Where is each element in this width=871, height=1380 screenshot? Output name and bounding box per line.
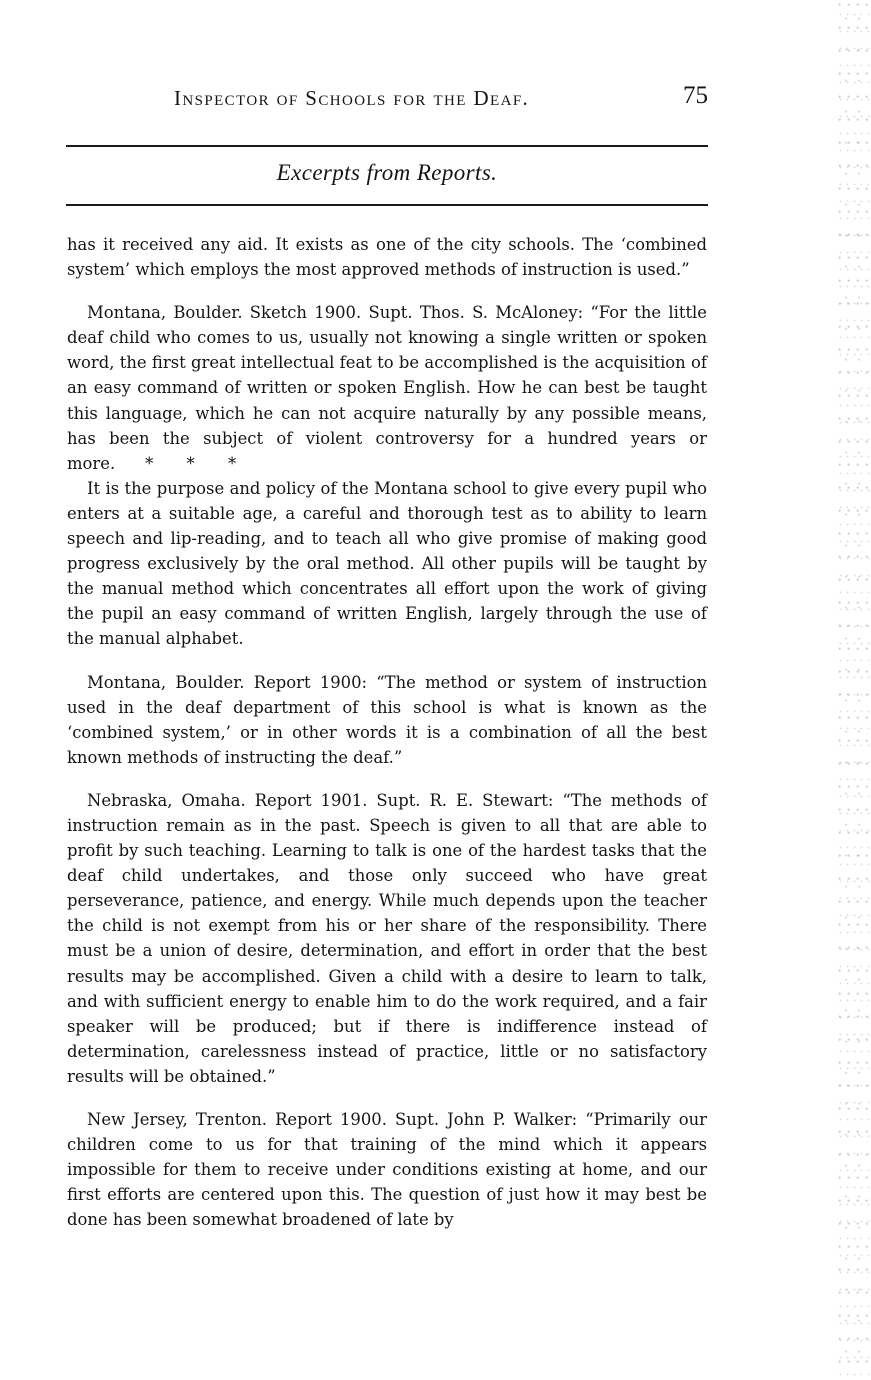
page-number: 75 <box>683 82 708 109</box>
running-head <box>66 82 708 118</box>
paragraph-montana-sketch <box>67 300 707 476</box>
paragraph-montana-sketch-text: Montana, Boulder. Sketch 1900. Supt. Thos. S. McAloney: “For the little deaf child who comes to us, usually not knowing a single written or spoken word, the first great intellectual feat to be accomplished is the acquisition of an easy command of written or spoken English. How he can best be taught this language, which he can not acquire naturally by any possible means, has been the subject of violent controversy for a hundred years or more. <box>67 303 707 473</box>
paragraph-montana-report: Montana, Boulder. Report 1900: “The method or system of instruction used in the deaf department of this school is what is known as the ‘combined system,’ or in other words it is a combination of all the best known methods of instructing the deaf.” <box>67 672 707 767</box>
section-rule <box>66 204 708 206</box>
paragraph-continuation: has it received any aid. It exists as one of the city schools. The ‘combined system’ which employs the most approved methods of instruction is used.” <box>67 235 707 280</box>
paragraph-new-jersey-report: New Jersey, Trenton. Report 1900. Supt. John P. Walker: “Primarily our children come to us for that training of the mind which it appears impossible for them to receive under conditions existing at home, and our first efforts are centered upon this. The question of just how it may best be done has been somewhat broadened of late by <box>67 1110 707 1230</box>
ellipsis-asterisks: * * * <box>145 453 237 473</box>
running-title: Inspector of Schools for the Deaf. <box>174 86 530 110</box>
section-title: Excerpts from Reports. <box>276 160 498 185</box>
page-edge-speckle <box>837 0 871 1380</box>
body-text <box>67 232 707 1232</box>
paragraph-nebraska-report: Nebraska, Omaha. Report 1901. Supt. R. E. Stewart: “The methods of instruction remain as in the past. Speech is given to all that are able to profit by such teaching. Learning to talk is one of the hardest tasks that the deaf child undertakes, and those only succeed who have great perseverance, patience, and energy. While much depends upon the teacher the child is not exempt from his or her share of the responsibility. There must be a union of desire, determination, and effort in order that the best results may be accomplished. Given a child with a desire to learn to talk, and with sufficient energy to enable him to do the work required, and a fair speaker will be produced; but if there is indifference instead of determination, carelessness instead of practice, little or no satisfactory results will be obtained.” <box>67 790 707 1086</box>
paragraph-montana-policy: It is the purpose and policy of the Montana school to give every pupil who enters at a suitable age, a careful and thorough test as to ability to learn speech and lip-reading, and to teach all who give promise of making good progress exclusively by the oral method. All other pupils will be taught by the manual method which concentrates all effort upon the work of giving the pupil an easy command of written English, largely through the use of the manual alphabet. <box>67 478 707 649</box>
top-rule <box>66 145 708 147</box>
